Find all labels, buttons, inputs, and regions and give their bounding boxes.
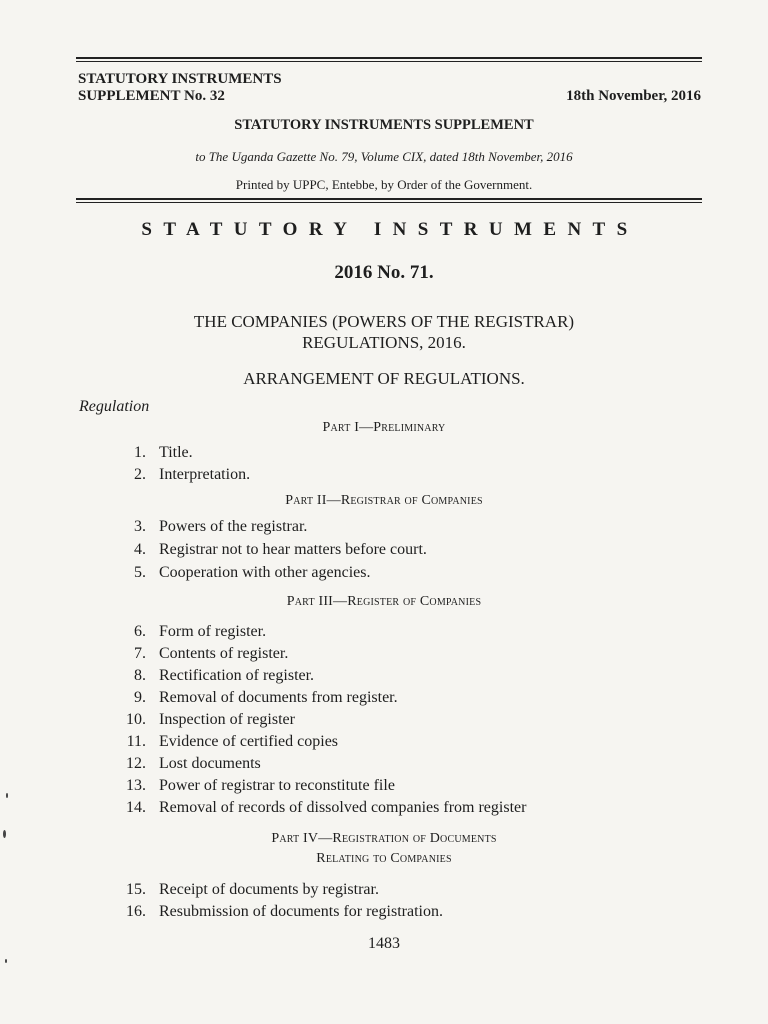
item-number: 8. bbox=[134, 667, 146, 684]
item-text: Removal of records of dissolved companies from register bbox=[159, 799, 527, 816]
supplement-title: STATUTORY INSTRUMENTS SUPPLEMENT bbox=[234, 117, 534, 133]
item-text: Resubmission of documents for registration. bbox=[159, 903, 443, 920]
item-number: 11. bbox=[126, 733, 146, 750]
list-item bbox=[110, 518, 307, 536]
item-text: Contents of register. bbox=[159, 645, 289, 662]
gazette-line: to The Uganda Gazette No. 79, Volume CIX, dated 18th November, 2016 bbox=[195, 149, 573, 164]
list-item bbox=[110, 466, 250, 484]
header-date: 18th November, 2016 bbox=[566, 88, 701, 104]
header-left-line1: STATUTORY INSTRUMENTS bbox=[78, 71, 282, 87]
item-number: 15. bbox=[126, 881, 146, 898]
item-number: 7. bbox=[134, 645, 146, 662]
scan-speck bbox=[5, 959, 7, 963]
item-number: 2. bbox=[134, 466, 146, 483]
part-heading: Part I—Preliminary bbox=[322, 420, 446, 435]
list-item bbox=[110, 711, 295, 729]
arrangement-heading: ARRANGEMENT OF REGULATIONS. bbox=[243, 369, 525, 388]
item-number: 16. bbox=[126, 903, 146, 920]
list-item bbox=[110, 799, 526, 817]
part-heading-line1: Part IV—Registration of Documents bbox=[271, 831, 497, 846]
regulations-title-line1: THE COMPANIES (POWERS OF THE REGISTRAR) bbox=[193, 312, 575, 331]
list-item bbox=[110, 755, 261, 773]
header-left-block bbox=[78, 71, 282, 105]
instrument-number: 2016 No. 71. bbox=[334, 262, 434, 283]
item-text: Inspection of register bbox=[159, 711, 295, 728]
list-item bbox=[110, 881, 379, 899]
item-number: 14. bbox=[126, 799, 146, 816]
item-number: 10. bbox=[126, 711, 146, 728]
list-item bbox=[110, 564, 371, 582]
list-item bbox=[110, 645, 288, 663]
printed-line: Printed by UPPC, Entebbe, by Order of the Government. bbox=[235, 177, 533, 192]
header-left-line2: SUPPLEMENT No. 32 bbox=[78, 88, 225, 104]
list-item bbox=[110, 623, 266, 641]
item-number: 5. bbox=[134, 564, 146, 581]
regulations-title-line2: REGULATIONS, 2016. bbox=[302, 333, 466, 352]
list-item bbox=[110, 733, 338, 751]
list-item bbox=[110, 689, 398, 707]
item-text: Powers of the registrar. bbox=[159, 518, 308, 535]
part-heading: Part II—Registrar of Companies bbox=[285, 493, 483, 508]
item-text: Lost documents bbox=[159, 755, 261, 772]
item-number: 6. bbox=[134, 623, 146, 640]
list-item bbox=[110, 903, 443, 921]
header-bottom-double-rule bbox=[76, 198, 702, 203]
list-item bbox=[110, 777, 395, 795]
item-text: Interpretation. bbox=[159, 466, 251, 483]
item-text: Removal of documents from register. bbox=[159, 689, 398, 706]
regulations-title bbox=[0, 311, 768, 353]
regulation-label: Regulation bbox=[79, 398, 150, 415]
item-text: Evidence of certified copies bbox=[159, 733, 339, 750]
item-number: 4. bbox=[134, 541, 146, 558]
list-item bbox=[110, 541, 427, 559]
item-text: Registrar not to hear matters before court. bbox=[159, 541, 427, 558]
main-title: STATUTORY INSTRUMENTS bbox=[141, 219, 639, 240]
page-number: 1483 bbox=[368, 935, 400, 952]
scan-speck bbox=[3, 830, 6, 838]
part-heading-line2: Relating to Companies bbox=[316, 851, 452, 866]
item-text: Cooperation with other agencies. bbox=[159, 564, 371, 581]
item-text: Receipt of documents by registrar. bbox=[159, 881, 379, 898]
item-text: Form of register. bbox=[159, 623, 267, 640]
item-text: Title. bbox=[159, 444, 193, 461]
part-heading bbox=[0, 829, 768, 869]
part-heading: Part III—Register of Companies bbox=[286, 594, 482, 609]
list-item bbox=[110, 667, 314, 685]
item-number: 1. bbox=[134, 444, 146, 461]
item-text: Power of registrar to reconstitute file bbox=[159, 777, 395, 794]
scan-speck bbox=[6, 793, 8, 798]
item-number: 3. bbox=[134, 518, 146, 535]
list-item bbox=[110, 444, 193, 462]
item-text: Rectification of register. bbox=[159, 667, 315, 684]
item-number: 9. bbox=[134, 689, 146, 706]
item-number: 12. bbox=[126, 755, 146, 772]
top-double-rule bbox=[76, 57, 702, 62]
item-number: 13. bbox=[126, 777, 146, 794]
